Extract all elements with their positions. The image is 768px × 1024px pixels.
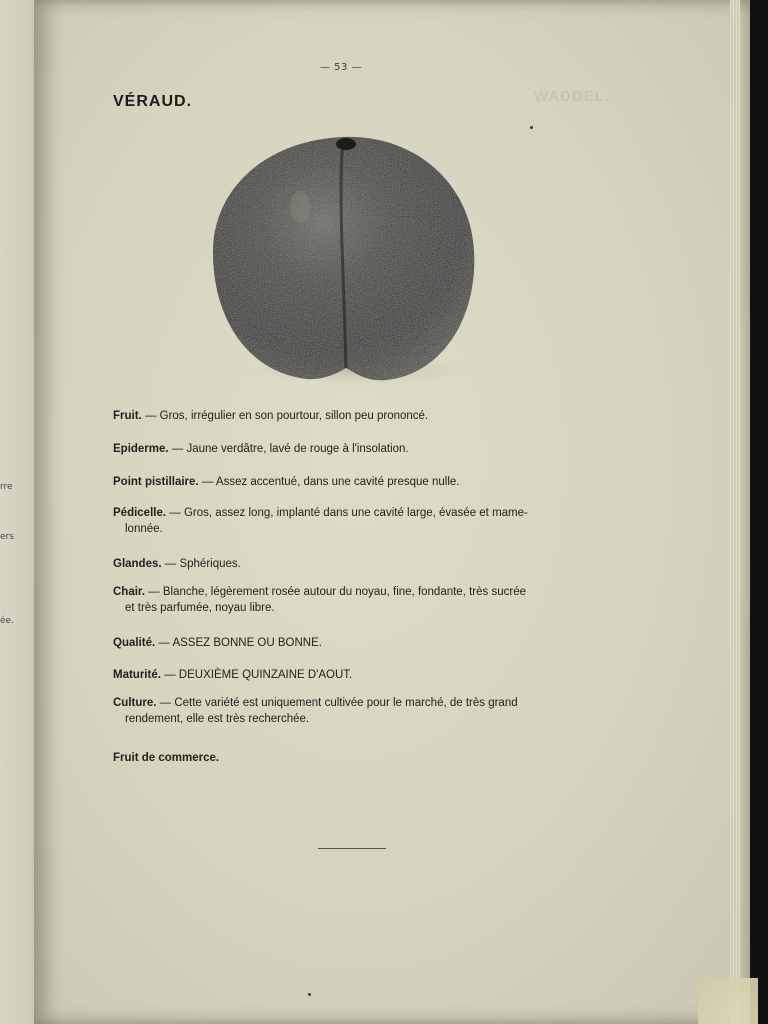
- end-rule: [318, 848, 386, 849]
- entry-label: Fruit de commerce.: [113, 752, 220, 764]
- entry-continuation: et très parfumée, noyau libre.: [125, 602, 275, 614]
- left-page-fragment: ers: [0, 532, 14, 542]
- entry-chair: [113, 584, 585, 616]
- entry-text: — Sphériques.: [161, 558, 241, 570]
- entry-fruit-de-commerce: [113, 750, 585, 766]
- peach-photograph: [208, 132, 478, 387]
- entry-point-pistillaire: [113, 474, 585, 490]
- entry-label: Maturité.: [113, 669, 161, 681]
- left-page-fragment: rre: [0, 482, 13, 492]
- entry-text: — Assez accentué, dans une cavité presque nulle.: [198, 476, 460, 488]
- entry-label: Pédicelle.: [113, 507, 167, 519]
- entry-text: — Gros, irrégulier en son pourtour, sillon peu prononcé.: [141, 410, 429, 422]
- entry-text: — Gros, assez long, implanté dans une cavité large, évasée et mame-: [166, 507, 528, 519]
- entry-epiderme: [113, 441, 585, 457]
- entry-text: — DEUXIÈME QUINZAINE D'AOUT.: [160, 669, 353, 681]
- entry-label: Point pistillaire.: [113, 476, 199, 488]
- page-stack-edge: [730, 0, 740, 1024]
- entry-label: Chair.: [113, 586, 145, 598]
- entry-continuation: lonnée.: [125, 523, 163, 535]
- entry-label: Qualité.: [113, 637, 156, 649]
- entry-text: — Cette variété est uniquement cultivée pour le marché, de très grand: [156, 697, 518, 709]
- entry-text: — Jaune verdâtre, lavé de rouge à l'insolation.: [168, 443, 409, 455]
- entry-culture: [113, 695, 585, 727]
- entry-qualite: [113, 635, 585, 651]
- entry-maturite: [113, 667, 585, 683]
- entry-pedicelle: [113, 505, 585, 537]
- entry-fruit: [113, 408, 585, 424]
- paper-speck: [308, 993, 311, 996]
- left-page-fragment: ée.: [0, 616, 14, 626]
- page-number: — 53 —: [320, 62, 363, 73]
- corner-thumbnail: [698, 978, 758, 1024]
- paper-speck: [530, 126, 533, 129]
- entry-label: Glandes.: [113, 558, 162, 570]
- entry-label: Fruit.: [113, 410, 142, 422]
- entry-label: Epiderme.: [113, 443, 169, 455]
- entry-label: Culture.: [113, 697, 157, 709]
- page-title: VÉRAUD.: [113, 93, 193, 110]
- bleedthrough-text: WADDEL.: [534, 88, 611, 105]
- entry-continuation: rendement, elle est très recherchée.: [125, 713, 310, 725]
- entry-text: — ASSEZ BONNE OU BONNE.: [155, 637, 322, 649]
- entry-glandes: [113, 556, 585, 572]
- entry-text: — Blanche, légèrement rosée autour du noyau, fine, fondante, très sucrée: [144, 586, 526, 598]
